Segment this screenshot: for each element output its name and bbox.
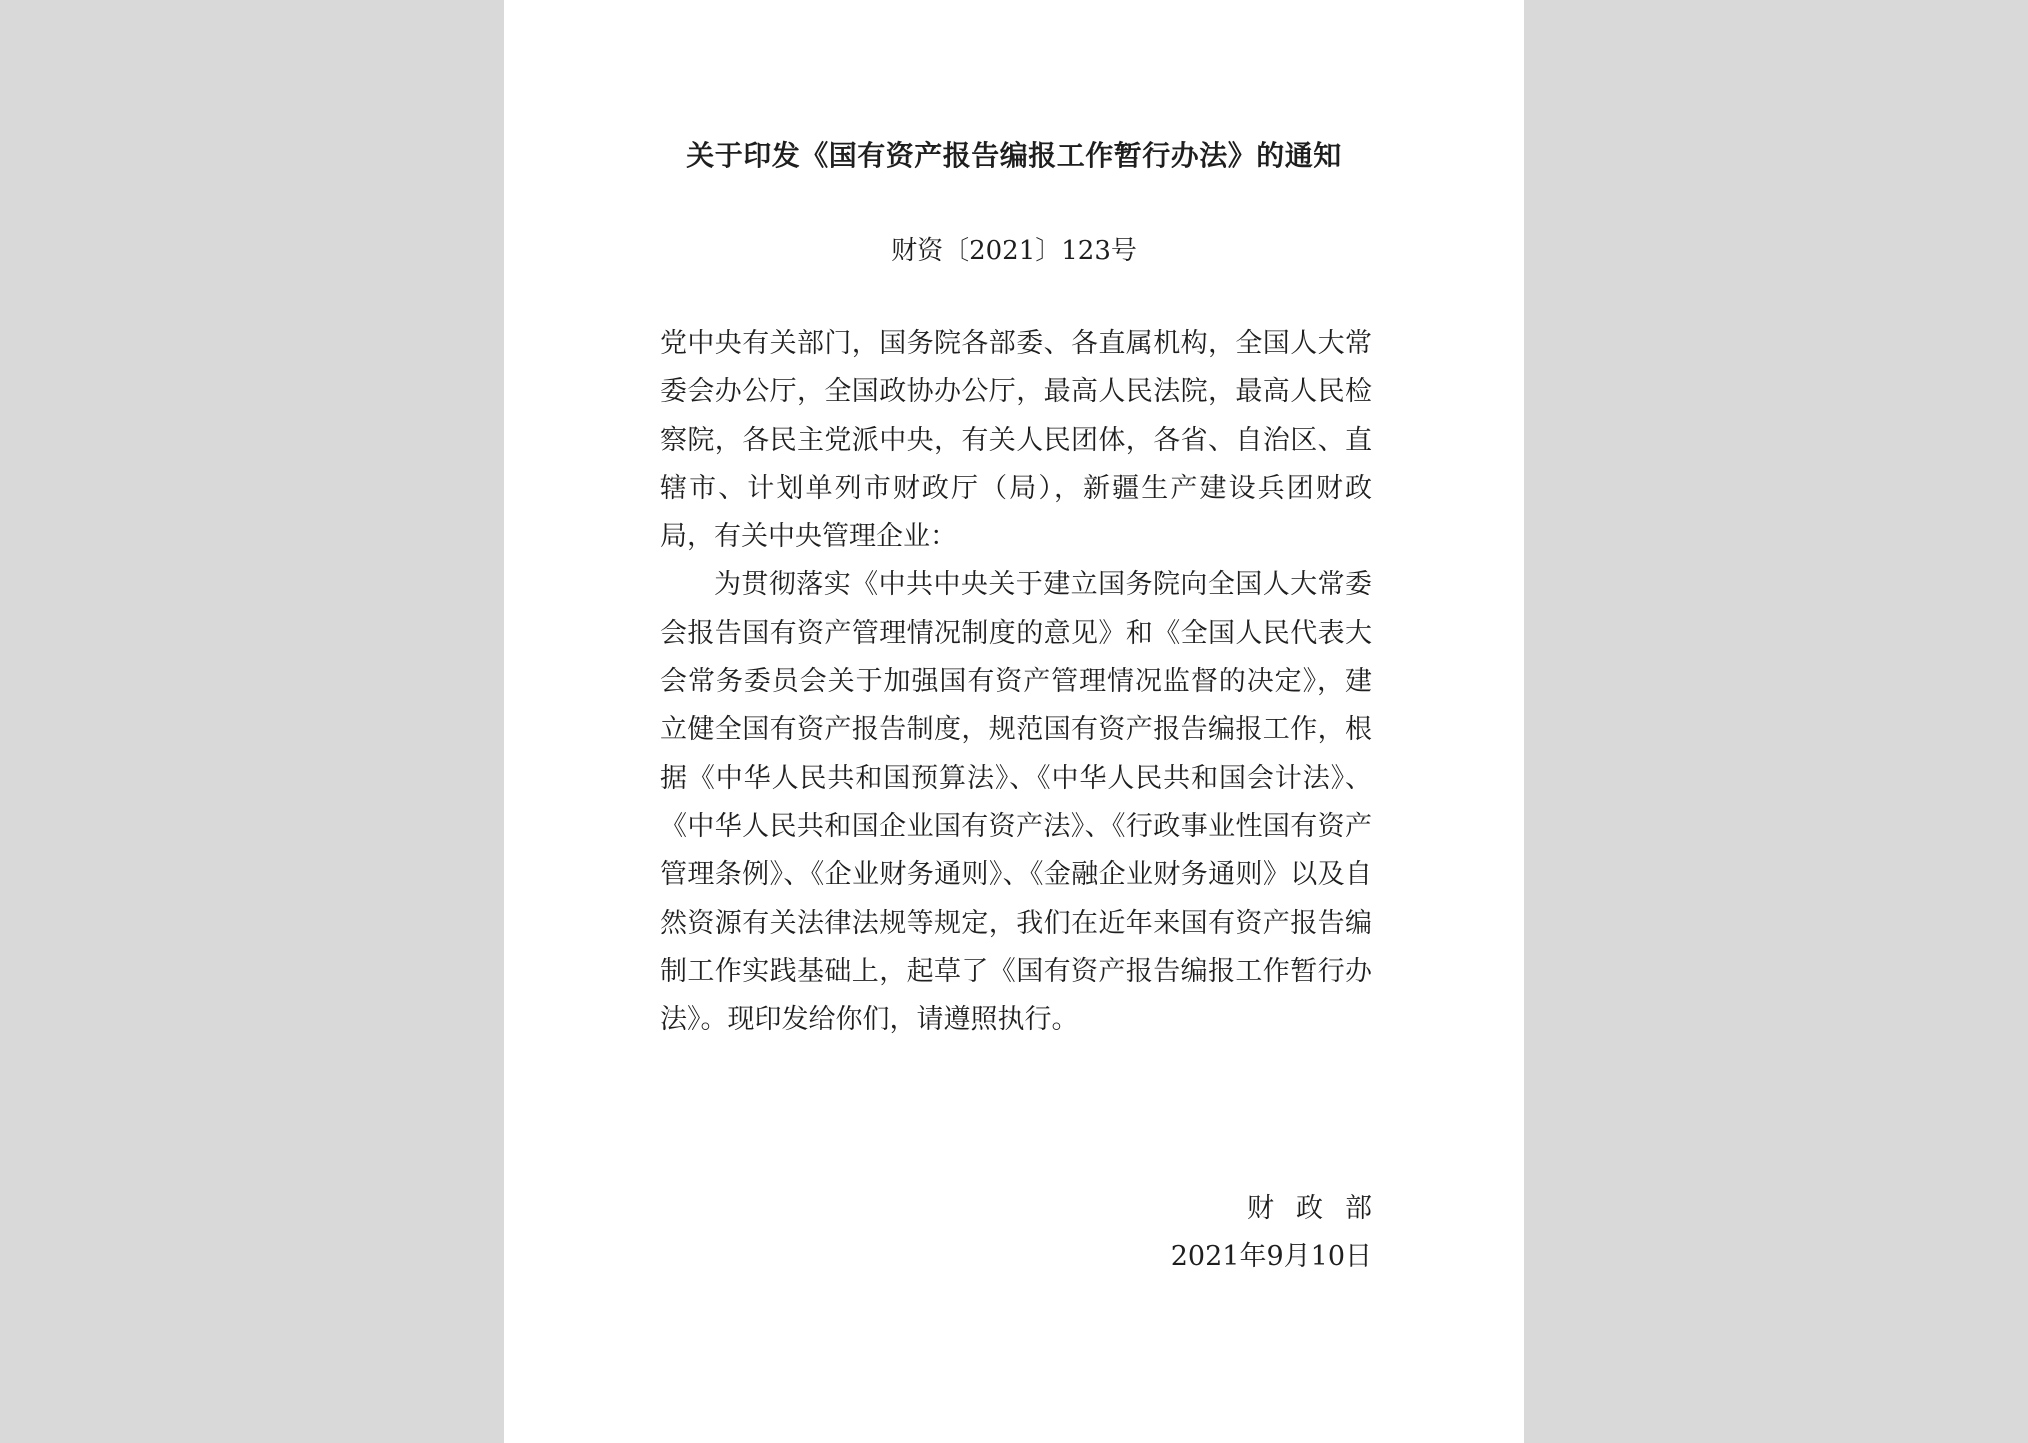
main-paragraph: 为贯彻落实《中共中央关于建立国务院向全国人大常委会报告国有资产管理情况制度的意见》和《全国人民代表大会常务委员会关于加强国有资产管理情况监督的决定》，建立健全国有资产报告制度，规范国有资产报告编报工作，根据《中华人民共和国预算法》、《中华人民共和国会计法》、《中华人民共和国企业国有资产法》、《行政事业性国有资产管理条例》、《企业财务通则》、《金融企业财务通则》以及自然资源有关法律法规等规定，我们在近年来国有资产报告编制工作实践基础上，起草了《国有资产报告编报工作暂行办法》。现印发给你们，请遵照执行。 (660, 569, 1372, 1036)
document-number: 财资〔2021〕123号 (891, 236, 1137, 266)
signature-date: 2021年9月10日 (1170, 1241, 1372, 1272)
addressees-paragraph: 党中央有关部门，国务院各部委、各直属机构，全国人大常委会办公厅，全国政协办公厅，最高人民法院，最高人民检察院，各民主党派中央，有关人民团体，各省、自治区、直辖市、计划单列市财政厅（局），新疆生产建设兵团财政局，有关中央管理企业： (660, 328, 1372, 553)
document-title: 关于印发《国有资产报告编报工作暂行办法》的通知 (686, 139, 1342, 172)
document-body (660, 320, 1372, 1044)
signature-organization: 财政部 (1247, 1193, 1394, 1224)
document-page (504, 0, 1524, 1443)
